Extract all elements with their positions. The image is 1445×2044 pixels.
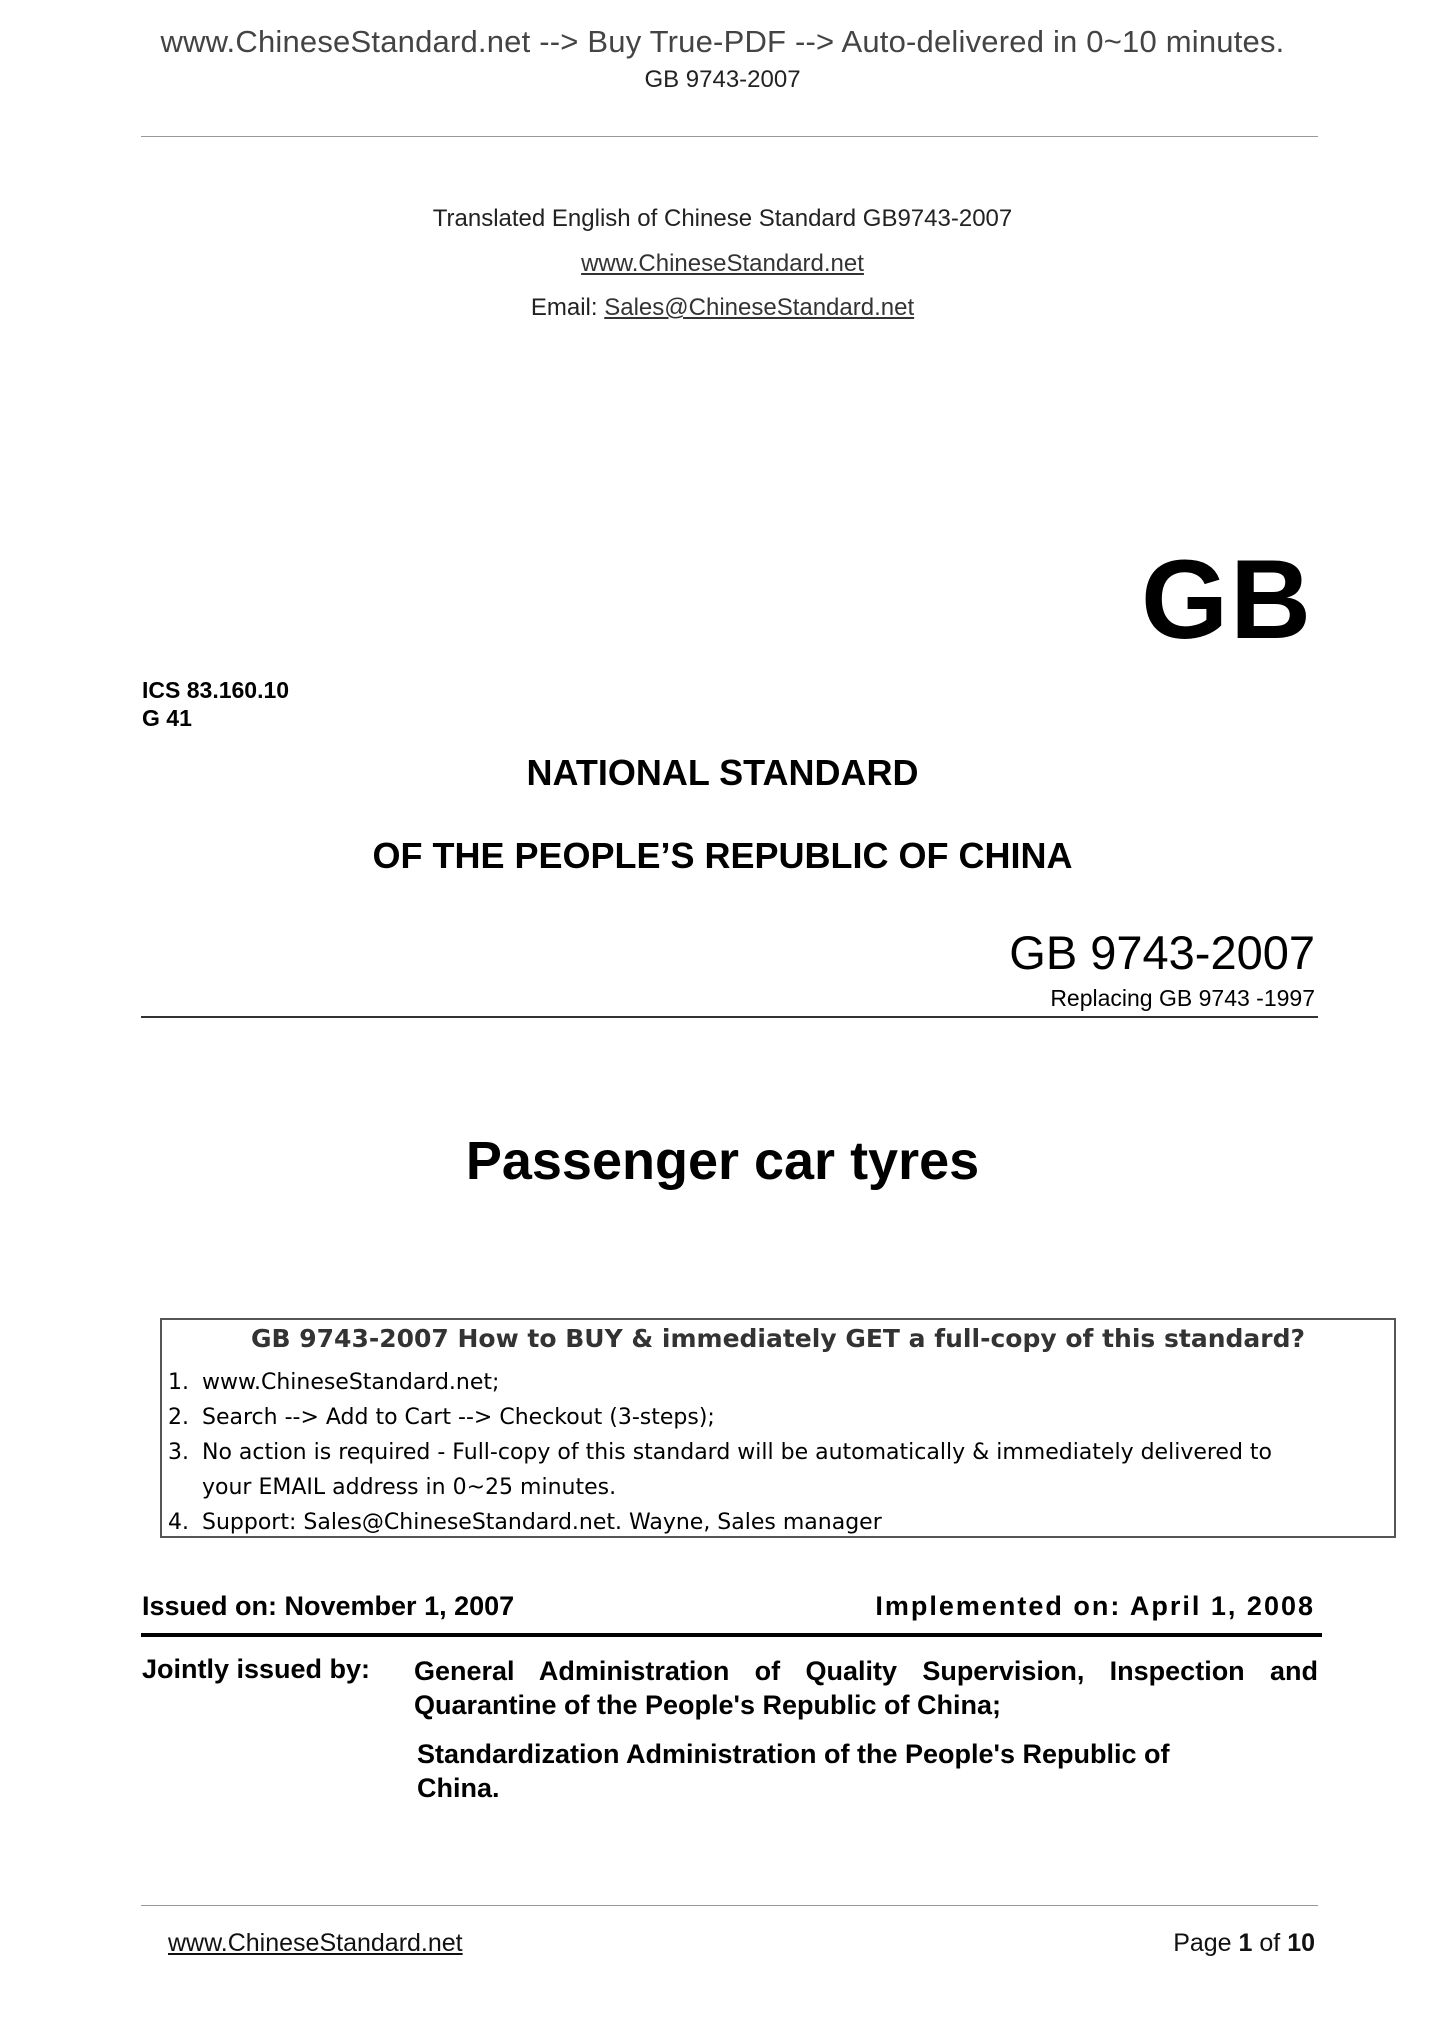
- document-title: Passenger car tyres: [465, 1131, 980, 1191]
- buy-steps-list: [168, 1365, 1388, 1540]
- buy-instructions-box: [160, 1318, 1396, 1538]
- jointly-issued-label: Jointly issued by:: [142, 1654, 371, 1684]
- translation-email-line: [0, 294, 1445, 322]
- g-code: G 41: [142, 705, 192, 731]
- header-divider: [141, 136, 1318, 137]
- footer-divider: [141, 1905, 1318, 1906]
- current-page: 1: [1238, 1929, 1253, 1957]
- list-item: 2. Search --> Add to Cart --> Checkout (3-steps);: [168, 1405, 715, 1430]
- gb-logo: GB: [1141, 537, 1313, 662]
- standard-number: GB 9743-2007: [1009, 926, 1315, 979]
- republic-heading: OF THE PEOPLE’S REPUBLIC OF CHINA: [372, 835, 1073, 876]
- ics-code: ICS 83.160.10: [142, 677, 290, 703]
- translation-site-link[interactable]: www.ChineseStandard.net: [581, 250, 864, 277]
- national-standard-heading: NATIONAL STANDARD: [526, 752, 919, 793]
- implemented-date: Implemented on: April 1, 2008: [875, 1591, 1315, 1621]
- page-number: Page 1 of 10: [1173, 1929, 1315, 1957]
- total-pages: 10: [1287, 1929, 1315, 1957]
- footer-site-link[interactable]: www.ChineseStandard.net: [168, 1929, 463, 1957]
- translation-title: Translated English of Chinese Standard GB9743-2007: [432, 205, 1013, 232]
- list-item: 1. www.ChineseStandard.net;: [168, 1370, 500, 1395]
- email-link[interactable]: Sales@ChineseStandard.net: [604, 294, 915, 321]
- classification-codes: [142, 676, 289, 732]
- issuer-aqsiq: General Administration of Quality Supervision, Inspection and Quarantine of the People's Republic of China;: [414, 1656, 1318, 1720]
- dates-rule: [141, 1633, 1322, 1637]
- email-label: Email:: [530, 294, 605, 321]
- list-item: 3. No action is required - Full-copy of this standard will be automatically & immediately delivered to: [168, 1440, 1273, 1465]
- list-item: 4. Support: Sales@ChineseStandard.net. Wayne, Sales manager: [168, 1510, 882, 1535]
- header-standard-code: GB 9743-2007: [644, 66, 801, 93]
- buy-box-heading: GB 9743-2007 How to BUY & immediately GET a full-copy of this standard?: [250, 1324, 1305, 1353]
- list-item-continuation: your EMAIL address in 0~25 minutes.: [202, 1475, 617, 1500]
- issuer-sac: Standardization Administration of the People's Republic of China.: [417, 1739, 1170, 1803]
- issued-date: Issued on: November 1, 2007: [142, 1591, 515, 1621]
- top-banner-text: www.ChineseStandard.net --> Buy True-PDF --> Auto-delivered in 0~10 minutes.: [160, 24, 1285, 59]
- standard-number-rule: [141, 1016, 1318, 1018]
- replacing-note: Replacing GB 9743 -1997: [1050, 985, 1315, 1011]
